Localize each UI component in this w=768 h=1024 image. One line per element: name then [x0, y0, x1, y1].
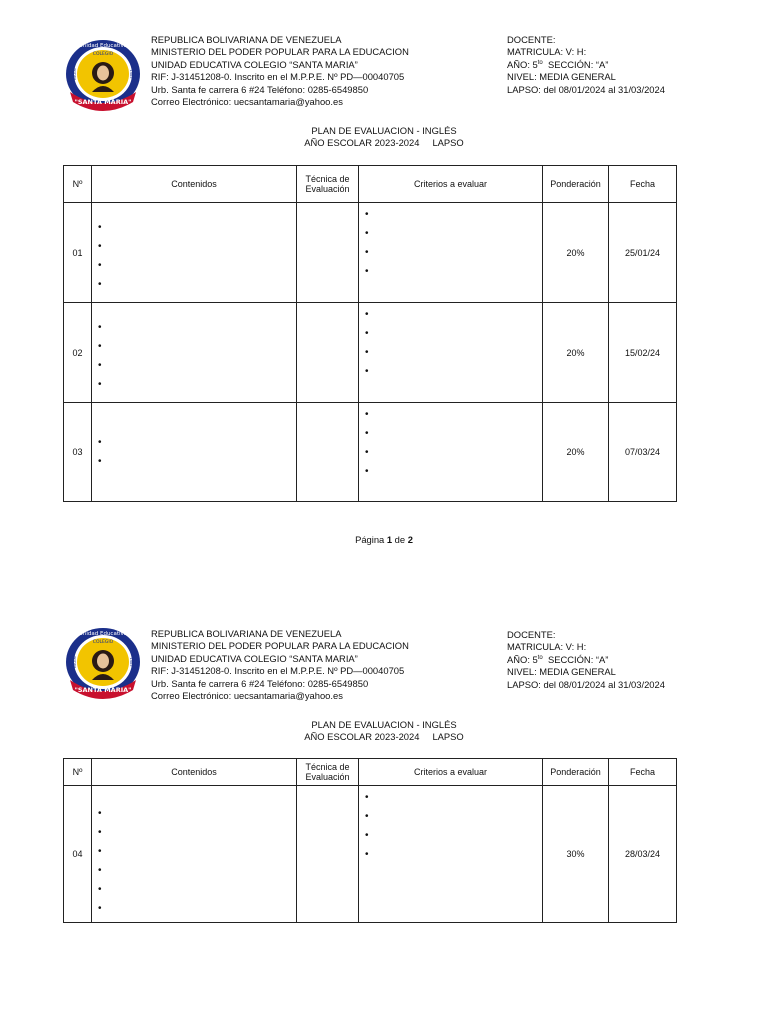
table-row — [64, 303, 677, 403]
col-header-criterios: Criterios a evaluar — [359, 759, 543, 786]
nivel-label: NIVEL: MEDIA GENERAL — [507, 666, 616, 678]
contenidos-cell — [92, 403, 297, 502]
plan-title — [0, 125, 768, 149]
bullet-list — [359, 203, 542, 281]
bullet-item — [98, 237, 296, 256]
logo-ribbon-text: "SANTA MARIA" — [74, 686, 132, 694]
bullet-list — [92, 433, 296, 471]
bullet-item — [98, 899, 296, 918]
row-number: 04 — [64, 786, 92, 923]
bullet-item — [365, 362, 542, 381]
col-header-num: Nº — [64, 166, 92, 203]
logo-side-right: 1985 — [129, 657, 133, 667]
col-header-ponderacion: Ponderación — [543, 166, 609, 203]
criterios-cell — [359, 403, 543, 502]
logo-top-text: Unidad Educativa — [78, 43, 128, 49]
docente-label: DOCENTE: — [507, 34, 556, 45]
school-crest-logo — [64, 36, 142, 114]
anio-seccion: AÑO: $5^{to}$ SECCIÓN: “A” — [507, 58, 609, 70]
col-header-fecha: Fecha — [609, 166, 677, 203]
logo-top-text: Unidad Educativa — [78, 631, 128, 637]
bullet-item — [98, 318, 296, 337]
bullet-item — [98, 375, 296, 394]
matricula-label: MATRICULA: V: H: — [507, 641, 587, 653]
table-row — [64, 786, 677, 923]
ponderacion-cell: 30% — [543, 786, 609, 923]
lapso-label: LAPSO: del 08/01/2024 al 31/03/2024 — [507, 83, 665, 95]
plan-title-line2: AÑO ESCOLAR 2023-2024 LAPSO — [304, 137, 464, 148]
course-meta — [507, 34, 665, 96]
row-number: 01 — [64, 203, 92, 303]
header-line-republica: REPUBLICA BOLIVARIANA DE VENEZUELA — [151, 34, 342, 45]
bullet-item — [98, 452, 296, 471]
plan-title-line1: PLAN DE EVALUACION - INGLÉS — [311, 719, 457, 730]
nivel-label: NIVEL: MEDIA GENERAL — [507, 71, 616, 83]
logo-mid-text: COLEGIO — [92, 52, 114, 57]
criterios-cell — [359, 786, 543, 923]
ponderacion-cell: 20% — [543, 303, 609, 403]
bullet-item — [98, 880, 296, 899]
tecnica-cell — [297, 303, 359, 403]
table-header-row — [64, 166, 677, 203]
header-line-unidad: UNIDAD EDUCATIVA COLEGIO “SANTA MARIA” — [151, 652, 358, 664]
bullet-item — [365, 424, 542, 443]
ponderacion-cell: 20% — [543, 403, 609, 502]
page-footer: Página 1 de 2 — [355, 534, 413, 545]
header-line-address: Urb. Santa fe carrera 6 #24 Teléfono: 0285-6549850 — [151, 677, 369, 689]
bullet-item — [98, 804, 296, 823]
col-header-fecha: Fecha — [609, 759, 677, 786]
fecha-cell: 07/03/24 — [609, 403, 677, 502]
row-number: 03 — [64, 403, 92, 502]
bullet-list — [359, 303, 542, 381]
bullet-item — [98, 337, 296, 356]
bullet-item — [98, 256, 296, 275]
table-row — [64, 403, 677, 502]
col-header-contenidos: Contenidos — [92, 759, 297, 786]
header-line-rif: RIF: J-31451208-0. Inscrito en el M.P.P.E. Nº PD—00040705 — [151, 71, 405, 83]
bullet-item — [365, 443, 542, 462]
logo-mid-text: COLEGIO — [92, 640, 114, 645]
criterios-cell — [359, 303, 543, 403]
fecha-cell: 15/02/24 — [609, 303, 677, 403]
plan-title-line1: PLAN DE EVALUACION - INGLÉS — [311, 125, 457, 136]
bullet-item — [365, 845, 542, 864]
bullet-item — [98, 275, 296, 294]
logo-side-right: 1985 — [129, 69, 133, 79]
bullet-item — [98, 433, 296, 452]
bullet-item — [98, 842, 296, 861]
tecnica-cell — [297, 403, 359, 502]
col-header-tecnica: Técnica de Evaluación — [297, 759, 359, 786]
ponderacion-cell: 20% — [543, 203, 609, 303]
bullet-item — [365, 224, 542, 243]
bullet-list — [92, 212, 296, 294]
docente-label: DOCENTE: — [507, 629, 556, 640]
logo-side-left: Educar — [73, 67, 77, 81]
table-row — [64, 203, 677, 303]
logo-ribbon-text: "SANTA MARIA" — [74, 98, 132, 106]
criterios-cell — [359, 203, 543, 303]
header-line-republica: REPUBLICA BOLIVARIANA DE VENEZUELA — [151, 628, 342, 639]
bullet-item — [365, 788, 542, 807]
bullet-item — [365, 343, 542, 362]
header-line-ministerio: MINISTERIO DEL PODER POPULAR PARA LA EDUCACION — [151, 640, 409, 652]
col-header-contenidos: Contenidos — [92, 166, 297, 203]
bullet-item — [98, 356, 296, 375]
evaluation-table — [63, 758, 677, 923]
contenidos-cell — [92, 786, 297, 923]
fecha-cell: 28/03/24 — [609, 786, 677, 923]
header-line-email: Correo Electrónico: uecsantamaria@yahoo.es — [151, 690, 343, 702]
tecnica-cell — [297, 786, 359, 923]
institution-header — [151, 628, 409, 702]
school-crest-logo — [64, 624, 142, 702]
row-number: 02 — [64, 303, 92, 403]
col-header-num: Nº — [64, 759, 92, 786]
bullet-list — [359, 786, 542, 864]
header-line-address: Urb. Santa fe carrera 6 #24 Teléfono: 0285-6549850 — [151, 83, 369, 95]
bullet-item — [365, 807, 542, 826]
fecha-cell: 25/01/24 — [609, 203, 677, 303]
bullet-item — [98, 861, 296, 880]
bullet-item — [365, 405, 542, 424]
evaluation-table — [63, 165, 677, 502]
bullet-item — [365, 205, 542, 224]
plan-title-line2: AÑO ESCOLAR 2023-2024 LAPSO — [304, 731, 464, 742]
matricula-label: MATRICULA: V: H: — [507, 46, 587, 58]
bullet-item — [365, 262, 542, 281]
bullet-item — [98, 823, 296, 842]
bullet-list — [92, 790, 296, 918]
bullet-list — [359, 403, 542, 481]
col-header-ponderacion: Ponderación — [543, 759, 609, 786]
bullet-item — [365, 324, 542, 343]
lapso-label: LAPSO: del 08/01/2024 al 31/03/2024 — [507, 678, 665, 690]
tecnica-cell — [297, 203, 359, 303]
bullet-item — [365, 305, 542, 324]
col-header-criterios: Criterios a evaluar — [359, 166, 543, 203]
institution-header — [151, 34, 409, 108]
header-line-rif: RIF: J-31451208-0. Inscrito en el M.P.P.E. Nº PD—00040705 — [151, 665, 405, 677]
header-line-unidad: UNIDAD EDUCATIVA COLEGIO “SANTA MARIA” — [151, 58, 358, 70]
contenidos-cell — [92, 303, 297, 403]
bullet-list — [92, 312, 296, 394]
logo-side-left: Educar — [73, 655, 77, 669]
course-meta — [507, 629, 665, 691]
col-header-tecnica: Técnica de Evaluación — [297, 166, 359, 203]
contenidos-cell — [92, 203, 297, 303]
bullet-item — [365, 826, 542, 845]
plan-title — [0, 719, 768, 743]
header-line-ministerio: MINISTERIO DEL PODER POPULAR PARA LA EDUCACION — [151, 46, 409, 58]
header-line-email: Correo Electrónico: uecsantamaria@yahoo.es — [151, 96, 343, 108]
bullet-item — [365, 243, 542, 262]
table-header-row — [64, 759, 677, 786]
anio-seccion: AÑO: $5^{to}$ SECCIÓN: “A” — [507, 653, 609, 665]
bullet-item — [365, 462, 542, 481]
bullet-item — [98, 218, 296, 237]
